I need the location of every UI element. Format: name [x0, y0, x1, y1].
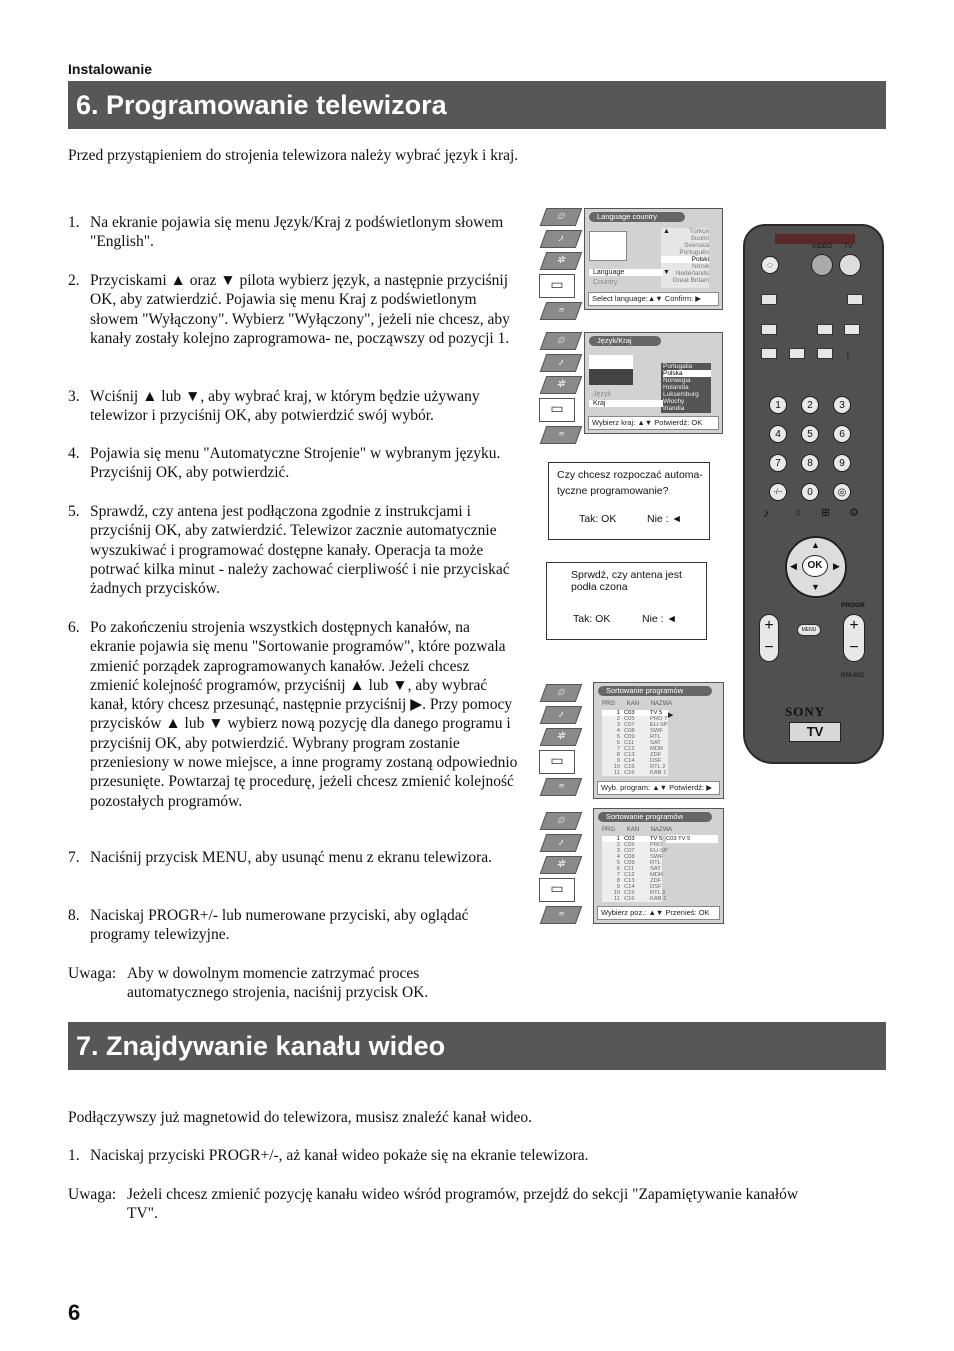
note-label: Uwaga: — [68, 1186, 117, 1203]
table-cell: 3 — [616, 848, 620, 854]
table-cell: PRO 7 — [650, 716, 668, 722]
table-cell: C12 — [624, 872, 635, 878]
screen-sort-programs — [593, 682, 724, 799]
screen-footer: Select language:▲▼ Confirm: ▶ — [588, 292, 719, 306]
digit-5-button[interactable]: 5 — [801, 425, 819, 443]
table-cell: SAT — [650, 740, 661, 746]
feature-icon: ✲ — [540, 252, 583, 270]
screen-footer: Wyb. program: ▲▼ Potwierdź: ▶ — [597, 781, 720, 795]
table-cell: 11 — [613, 770, 620, 776]
table-cell: C07 — [624, 848, 635, 854]
digit-4-button[interactable]: 4 — [769, 425, 787, 443]
brand-logo: SONY — [785, 704, 826, 719]
preview-box — [589, 231, 627, 261]
country-option-selected: Polska — [663, 370, 711, 377]
dialog-text-line-2: tyczne programowanie? — [557, 485, 669, 497]
table-row — [602, 770, 668, 776]
step-7 — [68, 848, 518, 867]
step-6 — [68, 618, 518, 811]
table-cell: C15 — [624, 764, 635, 770]
teletext-icon[interactable] — [761, 294, 777, 305]
sound-icon: ♪ — [540, 706, 583, 724]
moving-program: C03 TV 5 — [666, 835, 718, 843]
table-cell: C14 — [624, 758, 635, 764]
page-number: 6 — [68, 1300, 81, 1325]
header-kan: KAN — [626, 701, 640, 707]
screen-title: Język/Kraj — [589, 336, 661, 346]
country-option: Portugalia — [663, 363, 693, 370]
table-cell: 6 — [616, 866, 620, 872]
note-text: Aby w dowolnym momencie zatrzymać proces automatycznego strojenia, naciśnij przycisk OK. — [127, 965, 429, 1002]
table-cell: 8 — [616, 752, 620, 758]
step-number: 8. — [68, 907, 80, 924]
step-text: Pojawia się menu "Automatyczne Strojenie" w wybranym języku. Przyciśnij OK, aby potwierdzić. — [90, 445, 501, 482]
mute-icon[interactable]: ◌ — [761, 256, 779, 274]
table-cell: MDR — [650, 872, 664, 878]
program-table — [602, 836, 668, 902]
table-cell: ZDF — [650, 752, 662, 758]
menu-tabs — [537, 332, 581, 448]
step-text: Sprawdź, czy antena jest podłączona zgodnie z instrukcjami i przyciśnij OK, aby zatwierdzić. Telewizor zacznie automatycznie wyszukiwać i programować dostępne kanały. Operacja ta może potrwać kilka minut - należy zachować cierpliwość i nie przyciskać żadnych przycisków. — [90, 503, 510, 598]
arrow-down-icon: ▼ — [663, 269, 670, 276]
screen-language-country — [584, 208, 723, 310]
swap-icon[interactable] — [817, 324, 833, 335]
setup-icon: ▭ — [539, 878, 575, 902]
video-label: VIDEO — [812, 243, 833, 250]
note-label: Uwaga: — [68, 965, 117, 982]
section-7-step-1 — [68, 1146, 886, 1165]
table-cell: RTL 2 — [650, 764, 666, 770]
language-option: Türkçe — [689, 228, 709, 235]
country-option: Luksemburg — [663, 391, 699, 398]
picture-icon: ☺ — [540, 812, 583, 830]
menu-item-country: Country — [593, 279, 618, 286]
preview-box-bottom — [589, 369, 633, 385]
list-icon: ≡ — [540, 426, 583, 444]
tv-badge: TV — [789, 722, 841, 742]
table-cell: C16 — [624, 770, 635, 776]
step-2 — [68, 271, 518, 348]
menu-button[interactable]: MENU — [797, 624, 821, 636]
sound-icon: ♪ — [540, 230, 583, 248]
arrow-up-icon[interactable]: ↑ — [845, 348, 851, 362]
table-cell: C05 — [624, 842, 635, 848]
country-option: Norwegia — [663, 377, 691, 384]
language-option: Suomi — [690, 235, 709, 242]
table-cell: 10 — [613, 764, 620, 770]
sound-icon: ♪ — [540, 834, 583, 852]
tv-power-button[interactable] — [839, 254, 861, 276]
freeze-icon[interactable] — [817, 348, 833, 359]
menu-tabs — [537, 812, 581, 928]
table-cell: EU-SP — [650, 722, 668, 728]
header-nazwa: NAZWA — [650, 701, 673, 707]
table-cell: TV 5 — [650, 710, 663, 716]
screen-title: Sortowanie programów — [598, 812, 712, 822]
table-cell: C08 — [624, 854, 635, 860]
step-3 — [68, 387, 518, 426]
screen-footer: Wybierz poz.: ▲▼ Przenieś: OK — [597, 906, 720, 920]
preview-box-top — [589, 355, 633, 369]
menu-item-kraj: Kraj — [589, 400, 663, 407]
step-text: Wciśnij ▲ lub ▼, aby wybrać kraj, w którym będzie używany telewizor i przyciśnij OK, aby potwierdzić swój wybór. — [90, 388, 480, 425]
program-rocker[interactable]: + − — [843, 614, 865, 662]
setup-icon: ▭ — [539, 398, 575, 422]
language-option: Svenska — [684, 242, 709, 249]
step-number: 1. — [68, 214, 80, 231]
menu-tabs — [537, 684, 581, 800]
table-cell: 5 — [616, 860, 620, 866]
program-table — [602, 710, 668, 776]
section-6-intro: Przed przystąpieniem do strojenia telewizora należy wybrać język i kraj. — [68, 147, 519, 164]
table-cell: 4 — [616, 728, 620, 734]
step-number: 7. — [68, 849, 80, 866]
country-option: Irlandia — [663, 405, 685, 412]
navigation-pad[interactable] — [785, 536, 847, 598]
table-cell: 3 — [616, 722, 620, 728]
arrow-right-icon[interactable]: ▶ — [833, 561, 840, 571]
table-cell: RTL — [650, 734, 661, 740]
language-option: Norsk — [692, 263, 709, 270]
table-cell: C03 — [624, 710, 635, 716]
country-list — [661, 363, 711, 413]
list-icon: ≡ — [540, 778, 583, 796]
table-cell: 1 — [616, 836, 620, 842]
table-cell: SAT — [650, 866, 661, 872]
country-option: Włochy — [663, 398, 685, 405]
table-cell: KAB 1 — [650, 896, 667, 902]
table-cell: KAB 1 — [650, 770, 667, 776]
section-label: Instalowanie — [68, 61, 153, 77]
display-icon[interactable] — [847, 294, 863, 305]
table-cell: EU-SP — [650, 848, 668, 854]
arrow-down-icon[interactable]: ▼ — [811, 582, 820, 592]
dialog-antenna-check — [546, 562, 707, 640]
table-cell: SWF — [650, 728, 663, 734]
volume-rocker[interactable]: + − — [759, 614, 779, 662]
input-icon[interactable] — [789, 348, 805, 359]
language-option: Great Britain — [672, 277, 709, 284]
table-cell: C11 — [624, 740, 635, 746]
screen-sort-programs-move — [593, 808, 724, 924]
table-cell: C13 — [624, 752, 635, 758]
header-nazwa: NAZWA — [650, 827, 673, 833]
step-5 — [68, 502, 518, 598]
screen-jezyk-kraj — [584, 332, 723, 434]
dialog-no: Nie : ◄ — [647, 513, 682, 525]
table-cell: 5 — [616, 734, 620, 740]
feature-icon: ✲ — [540, 376, 583, 394]
pip-icon[interactable] — [844, 324, 860, 335]
step-text: Naciśnij przycisk MENU, aby usunąć menu z ekranu telewizora. — [90, 849, 493, 866]
tv-label: TV — [844, 243, 853, 250]
arrow-right-icon: ▶ — [668, 712, 674, 719]
feature-icon: ✲ — [540, 728, 583, 746]
table-cell: 8 — [616, 878, 620, 884]
feature-icon: ✲ — [540, 856, 583, 874]
table-cell: C09 — [624, 860, 635, 866]
menu-tabs — [537, 208, 581, 324]
table-cell: MDR — [650, 746, 664, 752]
table-cell: PRO — [650, 842, 663, 848]
table-row — [602, 896, 667, 902]
double-digit-button[interactable]: -/-- — [769, 483, 787, 501]
step-number: 5. — [68, 503, 80, 520]
note-section-6 — [68, 964, 488, 1003]
model-label: RM-892 — [841, 672, 865, 679]
jump-icon[interactable]: ◎ — [833, 483, 851, 501]
table-cell: 1 — [616, 710, 620, 716]
dialog-no: Nie : ◄ — [642, 613, 677, 625]
language-option: Português — [679, 249, 709, 256]
table-cell: TV 5 — [650, 836, 663, 842]
dialog-text-line-1: Sprwdź, czy antena jest — [571, 569, 682, 581]
digit-7-button[interactable]: 7 — [769, 454, 787, 472]
video-power-button[interactable] — [811, 254, 833, 276]
progr-label: PROGR — [841, 602, 865, 609]
list-icon: ≡ — [540, 302, 583, 320]
menu-item-language: Language — [589, 269, 663, 276]
table-cell: 6 — [616, 740, 620, 746]
heading-section-7: 7. Znajdywanie kanału wideo — [68, 1022, 886, 1070]
country-option: Holandia — [663, 384, 689, 391]
table-cell: ZDF — [650, 878, 662, 884]
table-cell: 9 — [616, 758, 620, 764]
arrow-up-icon[interactable]: ▲ — [811, 540, 820, 550]
header-prg: PRG — [602, 701, 616, 707]
table-cell: 4 — [616, 854, 620, 860]
table-cell: C07 — [624, 722, 635, 728]
note-text: Jeżeli chcesz zmienić pozycję kanału wideo wśród programów, przejdź do sekcji "Zapamiętywanie kanałów TV". — [127, 1186, 799, 1223]
language-option-selected: Polski — [661, 256, 709, 263]
table-cell: 2 — [616, 716, 620, 722]
setup-icon: ▭ — [539, 274, 575, 298]
dialog-yes: Tak: OK — [579, 513, 617, 525]
step-number: 2. — [68, 272, 80, 289]
list-icon: ≡ — [540, 906, 583, 924]
picture-icon: ☺ — [540, 684, 583, 702]
screen-title: Sortowanie programów — [598, 686, 712, 696]
step-number: 1. — [68, 1147, 80, 1164]
language-list — [661, 228, 709, 288]
step-text: Na ekranie pojawia się menu Język/Kraj z podświetlonym słowem "English". — [90, 214, 504, 251]
language-option: Nederlands — [675, 270, 709, 277]
picture-mode-icon[interactable] — [761, 324, 777, 335]
ok-button[interactable]: OK — [802, 555, 828, 577]
sharpness-icon[interactable]: ⊞ — [821, 507, 831, 519]
table-cell: 7 — [616, 746, 620, 752]
remote-control — [743, 224, 884, 764]
table-cell: C05 — [624, 716, 635, 722]
digit-8-button[interactable]: 8 — [801, 454, 819, 472]
settings-icon[interactable]: ⚙ — [849, 507, 859, 519]
table-cell: DSF — [650, 758, 662, 764]
step-text: Naciskaj przyciski PROGR+/-, aż kanał wideo pokaże się na ekranie telewizora. — [90, 1147, 589, 1164]
table-cell: C11 — [624, 866, 635, 872]
table-cell: C12 — [624, 746, 635, 752]
digit-0-button[interactable]: 0 — [801, 483, 819, 501]
dialog-yes: Tak: OK — [573, 613, 611, 625]
step-text: Po zakończeniu strojenia wszystkich dostępnych kanałów, na ekranie pojawia się menu "Sortowanie programów", które pozwala zmienić porządek zaprogramowanych kanałów. Jeżeli chcesz zmienić kolejność programów, przyciśnij ▲ lub ▼, aby wybrać kanał, który chcesz przesunąć, następnie przyciśnij ▶. Przy pomocy przycisków ▲ lub ▼ wybierz nową pozycję dla danego programu i przyciśnij OK, aby potwierdzić. Wybrany program zostanie przeniesiony w nowe miejsce, a inne programy zostaną odpowiednio przesunięte. Powtarzaj tę procedurę, jeżeli chcesz zmienić kolejność pozostałych programów. — [90, 619, 518, 810]
clock-icon[interactable] — [761, 348, 777, 359]
table-cell: 10 — [613, 890, 620, 896]
picture-icon: ☺ — [540, 208, 583, 226]
header-kan: KAN — [626, 827, 640, 833]
table-cell: C16 — [624, 896, 635, 902]
dialog-text-line-1: Czy chcesz rozpoczać automa- — [557, 469, 703, 481]
table-cell: DSF — [650, 884, 662, 890]
table-cell: RTL 2 — [650, 890, 666, 896]
digit-3-button[interactable]: 3 — [833, 396, 851, 414]
digit-6-button[interactable]: 6 — [833, 425, 851, 443]
step-number: 4. — [68, 445, 80, 462]
table-cell: C09 — [624, 734, 635, 740]
table-cell: 11 — [613, 896, 620, 902]
table-cell: 7 — [616, 872, 620, 878]
digit-1-button[interactable]: 1 — [769, 396, 787, 414]
step-4 — [68, 444, 518, 483]
menu-item-jezyk: Język — [593, 391, 611, 398]
heading-section-6: 6. Programowanie telewizora — [68, 81, 886, 129]
table-cell: RTL — [650, 860, 661, 866]
table-cell: C08 — [624, 728, 635, 734]
sound-icon[interactable]: ♪ — [763, 506, 769, 520]
sound-icon: ♪ — [540, 354, 583, 372]
arrow-left-icon[interactable]: ◀ — [790, 561, 797, 571]
dialog-auto-programming — [548, 462, 710, 540]
table-cell: C14 — [624, 884, 635, 890]
table-cell: 2 — [616, 842, 620, 848]
note-section-7 — [68, 1185, 828, 1224]
column-headers — [602, 701, 672, 707]
digit-2-button[interactable]: 2 — [801, 396, 819, 414]
column-headers — [602, 827, 672, 833]
step-text: Naciskaj PROGR+/- lub numerowane przyciski, aby oglądać programy telewizyjne. — [90, 907, 469, 944]
picture-icon: ☺ — [540, 332, 583, 350]
screen-footer: Wybierz kraj: ▲▼ Potwierdź: OK — [588, 416, 719, 430]
section-7-intro: Podłączywszy już magnetowid do telewizora, musisz znaleźć kanał wideo. — [68, 1109, 532, 1126]
setup-icon: ▭ — [539, 750, 575, 774]
table-cell: C03 — [624, 836, 635, 842]
step-1 — [68, 213, 518, 252]
header-prg: PRG — [602, 827, 616, 833]
table-cell: SWF — [650, 854, 663, 860]
dialog-text-line-2: podła czona — [571, 581, 628, 593]
step-number: 6. — [68, 619, 80, 636]
brightness-icon[interactable]: ☼ — [793, 506, 804, 518]
digit-9-button[interactable]: 9 — [833, 454, 851, 472]
step-text: Przyciskami ▲ oraz ▼ pilota wybierz język, a następnie przyciśnij OK, aby zatwierdzić. Pojawia się menu Kraj z podświetlonym słowem "Wyłączony". Wybierz "Wyłączony", jeżeli nie chcesz, aby kanały zostały kolejno zaprogramowa- ne, począwszy od pozycji 1. — [90, 272, 510, 347]
arrow-up-icon: ▲ — [663, 228, 670, 235]
step-8 — [68, 906, 518, 945]
step-number: 3. — [68, 388, 80, 405]
screen-title: Language country — [589, 212, 685, 222]
table-cell: 9 — [616, 884, 620, 890]
table-cell: C15 — [624, 890, 635, 896]
table-cell: C13 — [624, 878, 635, 884]
